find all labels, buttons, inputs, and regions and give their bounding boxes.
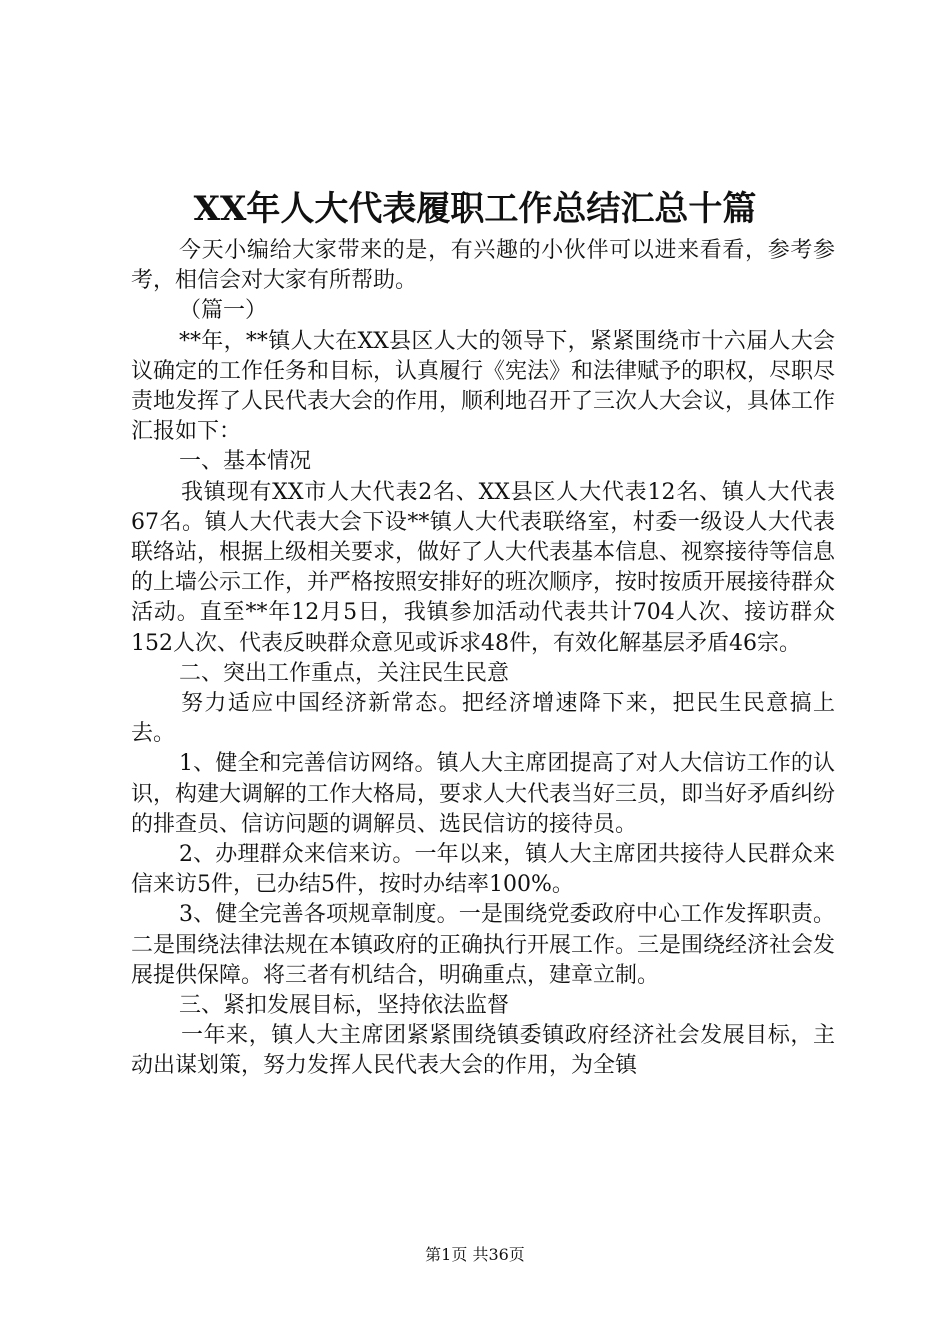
heading-basic-situation: 一、基本情况	[179, 449, 312, 475]
document-body	[131, 236, 835, 1082]
paragraph-economy: 努力适应中国经济新常态。把经济增速降下来，把民生民意搞上去。	[131, 691, 835, 747]
paragraph-intro: 今天小编给大家带来的是，有兴趣的小伙伴可以进来看看，参考参考，相信会对大家有所帮助。	[131, 238, 835, 294]
page-footer: 第1页 共36页	[425, 1245, 525, 1264]
paragraph-overview: **年，**镇人大在XX县区人大的领导下，紧紧围绕市十六届人大会议确定的工作任务和目标，认真履行《宪法》和法律赋予的职权，尽职尽责地发挥了人民代表大会的作用，顺利地召开了三次人大会议，具体工作汇报如下：	[131, 328, 836, 445]
paragraph-item-2: 2、办理群众来信来访。一年以来，镇人大主席团共接待人民群众来信来访5件，已办结5件，按时办结率100%。	[131, 842, 835, 898]
heading-supervision: 三、紧扣发展目标，坚持依法监督	[179, 993, 510, 1019]
paragraph-supervision: 一年来，镇人大主席团紧紧围绕镇委镇政府经济社会发展目标，主动出谋划策，努力发挥人民代表大会的作用，为全镇	[131, 1023, 835, 1079]
paragraph-section-label: （篇一）	[179, 298, 268, 324]
paragraph-item-3: 3、健全完善各项规章制度。一是围绕党委政府中心工作发挥职责。二是围绕法律法规在本镇政府的正确执行开展工作。三是围绕经济社会发展提供保障。将三者有机结合，明确重点，建章立制。	[131, 902, 836, 988]
heading-key-work: 二、突出工作重点，关注民生民意	[179, 660, 510, 686]
paragraph-item-1: 1、健全和完善信访网络。镇人大主席团提高了对人大信访工作的认识，构建大调解的工作大格局，要求人大代表当好三员，即当好矛盾纠纷的排查员、信访问题的调解员、选民信访的接待员。	[131, 751, 836, 837]
document-title: XX年人大代表履职工作总结汇总十篇	[193, 189, 757, 229]
paragraph-basic-situation: 我镇现有XX市人大代表2名、XX县区人大代表12名、镇人大代表67名。镇人大代表大会下设**镇人大代表联络室，村委一级设人大代表联络站，根据上级相关要求，做好了人大代表基本信息、视察接待等信息的上墙公示工作，并严格按照安排好的班次顺序，按时按质开展接待群众活动。直至**年12月5日，我镇参加活动代表共计704人次、接访群众152人次、代表反映群众意见或诉求48件，有效化解基层矛盾46宗。	[131, 479, 836, 656]
